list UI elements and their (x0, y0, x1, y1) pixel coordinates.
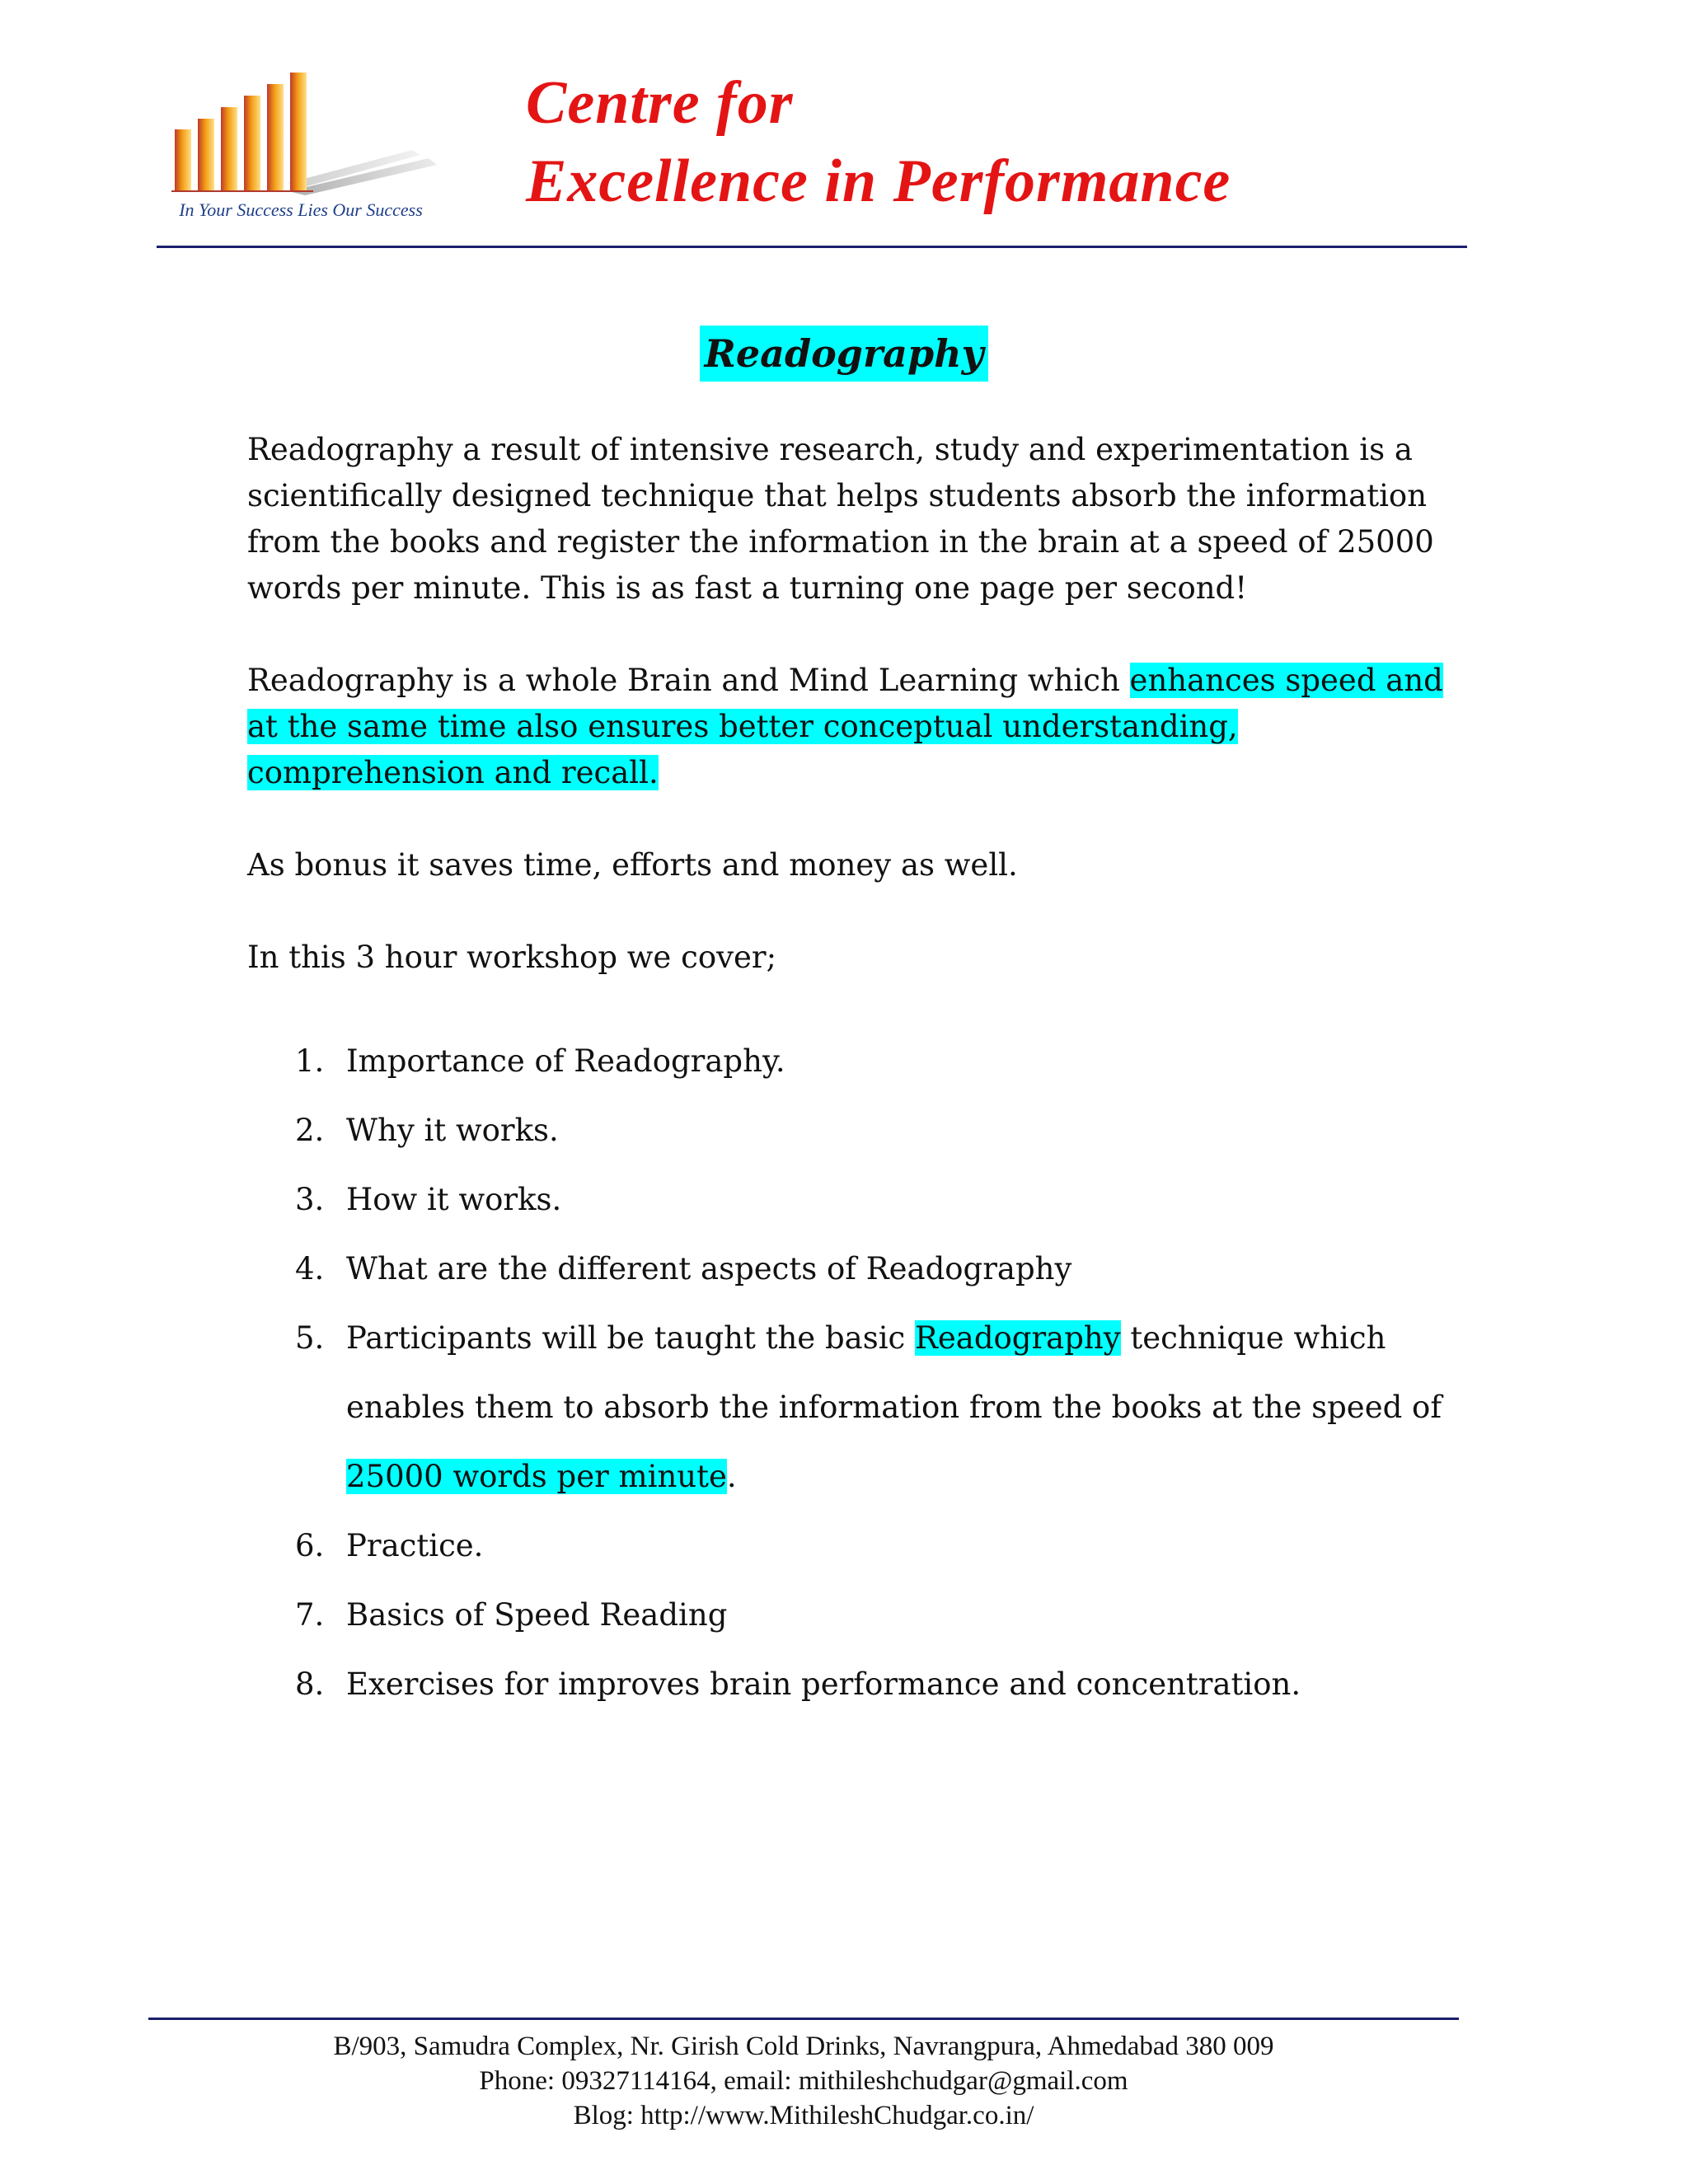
footer-blog-link[interactable]: Blog: http://www.MithileshChudgar.co.in/ (573, 2101, 1034, 2130)
list-item (247, 1235, 1451, 1304)
list-item-text: Importance of Readography. (346, 1043, 785, 1079)
list-item (247, 1304, 1451, 1511)
footer-divider (148, 2018, 1459, 2020)
list-item (247, 1096, 1451, 1165)
list-item-text: Exercises for improves brain performance and concentration. (346, 1666, 1301, 1702)
list-number: 1. (295, 1043, 325, 1079)
list-item (247, 1581, 1451, 1650)
list-item-text: Practice. (346, 1528, 484, 1563)
list-number: 4. (295, 1251, 325, 1286)
list-item-text: technique which enables them to absorb the information from the books at the speed of (346, 1320, 1442, 1425)
list-item (247, 1165, 1451, 1235)
list-item (247, 1027, 1451, 1096)
list-item (247, 1650, 1451, 1719)
bonus-paragraph: As bonus it saves time, efforts and money as well. (247, 847, 1018, 883)
footer (148, 2029, 1459, 2133)
tagline: In Your Success Lies Our Success (179, 199, 423, 220)
highlighted-text: 25000 words per minute (346, 1459, 727, 1494)
list-item-text: Basics of Speed Reading (346, 1597, 728, 1633)
list-item-text: Why it works. (346, 1113, 559, 1148)
list-number: 6. (295, 1528, 325, 1563)
workshop-intro: In this 3 hour workshop we cover; (247, 940, 777, 975)
org-name-line-2: Excellence in Performance (526, 148, 1231, 215)
header-divider (157, 246, 1467, 248)
list-item-text: Participants will be taught the basic (346, 1320, 916, 1356)
organization-name (526, 64, 1231, 221)
learning-text: Readography is a whole Brain and Mind Learning which (247, 663, 1130, 698)
list-item-text: . (726, 1459, 737, 1494)
list-number: 5. (295, 1320, 325, 1356)
footer-contact: Phone: 09327114164, email: mithileshchudgar@gmail.com (479, 2066, 1128, 2096)
list-number: 7. (295, 1597, 325, 1633)
list-number: 8. (295, 1666, 325, 1702)
logo (165, 68, 437, 232)
list-item-text: What are the different aspects of Readography (346, 1251, 1072, 1286)
highlighted-text: Readography (915, 1320, 1121, 1356)
list-item (247, 1511, 1451, 1581)
list-number: 3. (295, 1182, 325, 1217)
intro-paragraph: Readography a result of intensive research, study and experimentation is a scientifically designed technique that helps students absorb the information from the books and register the information in the brain at a speed of 25000 words per minute. This is as fast a turning one page per second! (247, 432, 1434, 606)
title-container (0, 326, 1688, 382)
org-name-line-1: Centre for (526, 69, 794, 137)
list-item-text: How it works. (346, 1182, 562, 1217)
learning-paragraph (247, 658, 1451, 796)
highlighted-text: enhances speed and at the same time also ensures better conceptual understanding, comprehension and recall. (247, 663, 1443, 790)
bar-chart-logo-icon (165, 68, 437, 199)
document-body (247, 427, 1451, 1719)
footer-address: B/903, Samudra Complex, Nr. Girish Cold Drinks, Navrangpura, Ahmedabad 380 009 (333, 2032, 1274, 2061)
list-number: 2. (295, 1113, 325, 1148)
workshop-topics-list (247, 1027, 1451, 1719)
document-title: Readography (700, 326, 989, 382)
